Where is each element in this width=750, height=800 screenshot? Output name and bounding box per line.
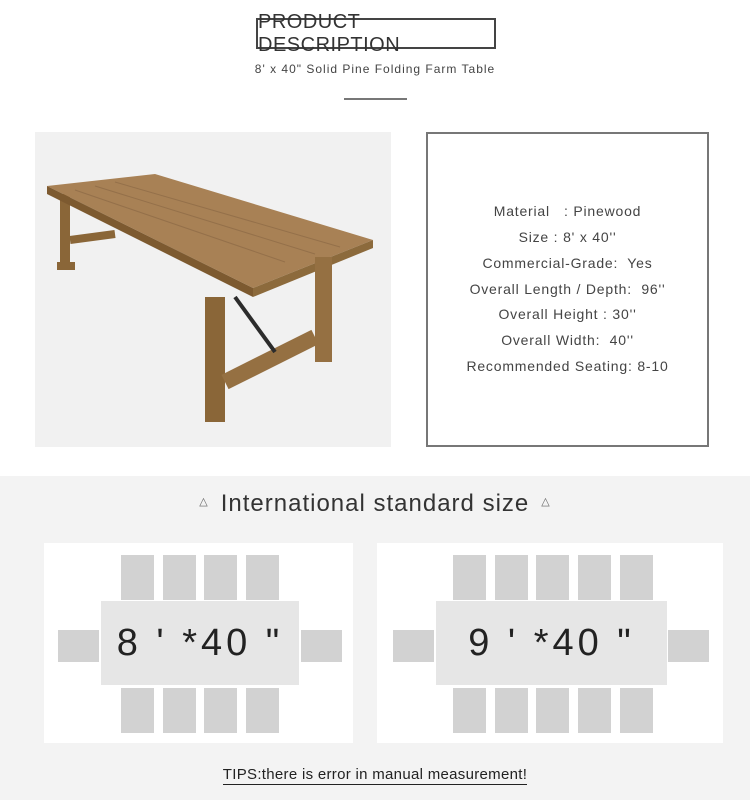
chair [246,555,279,600]
spec-width: Overall Width: 40'' [501,332,634,349]
product-subtitle: 8' x 40" Solid Pine Folding Farm Table [254,62,496,76]
chair [453,688,486,733]
spec-commercial-grade: Commercial-Grade: Yes [482,254,653,271]
chair [301,630,342,662]
chair [495,688,528,733]
chair [620,688,653,733]
chair [578,555,611,600]
spec-height: Overall Height : 30'' [498,306,637,323]
chair [121,688,154,733]
chair [578,688,611,733]
farm-table-icon [35,132,391,447]
triangle-outline-icon: △ [541,496,551,509]
chair [393,630,434,662]
table-9ft: 9 ' *40 " [436,601,667,685]
chair [121,555,154,600]
chair [453,555,486,600]
size-heading [0,490,750,518]
spec-length-depth: Overall Length / Depth: 96'' [469,280,666,297]
chair [246,688,279,733]
spec-material: Material : Pinewood [493,203,642,220]
triangle-outline-icon: △ [199,496,209,509]
chair [163,688,196,733]
spec-size: Size : 8' x 40'' [518,229,617,245]
size-card-8ft [44,543,353,743]
spec-panel [426,132,709,447]
tips-text: TIPS:there is error in manual measurement! [222,766,528,783]
chair [668,630,709,662]
table-8ft: 8 ' *40 " [101,601,299,685]
title-divider [344,98,407,100]
chair [204,688,237,733]
chair [204,555,237,600]
size-card-9ft [377,543,723,743]
chair [58,630,99,662]
chair [163,555,196,600]
chair [495,555,528,600]
chair [620,555,653,600]
product-photo [35,132,391,447]
chair [536,555,569,600]
page-title: PRODUCT DESCRIPTION [256,18,496,49]
spec-seating: Recommended Seating: 8-10 [466,357,669,374]
chair [536,688,569,733]
tips-note [0,766,750,783]
size-heading-text: International standard size [220,490,530,517]
